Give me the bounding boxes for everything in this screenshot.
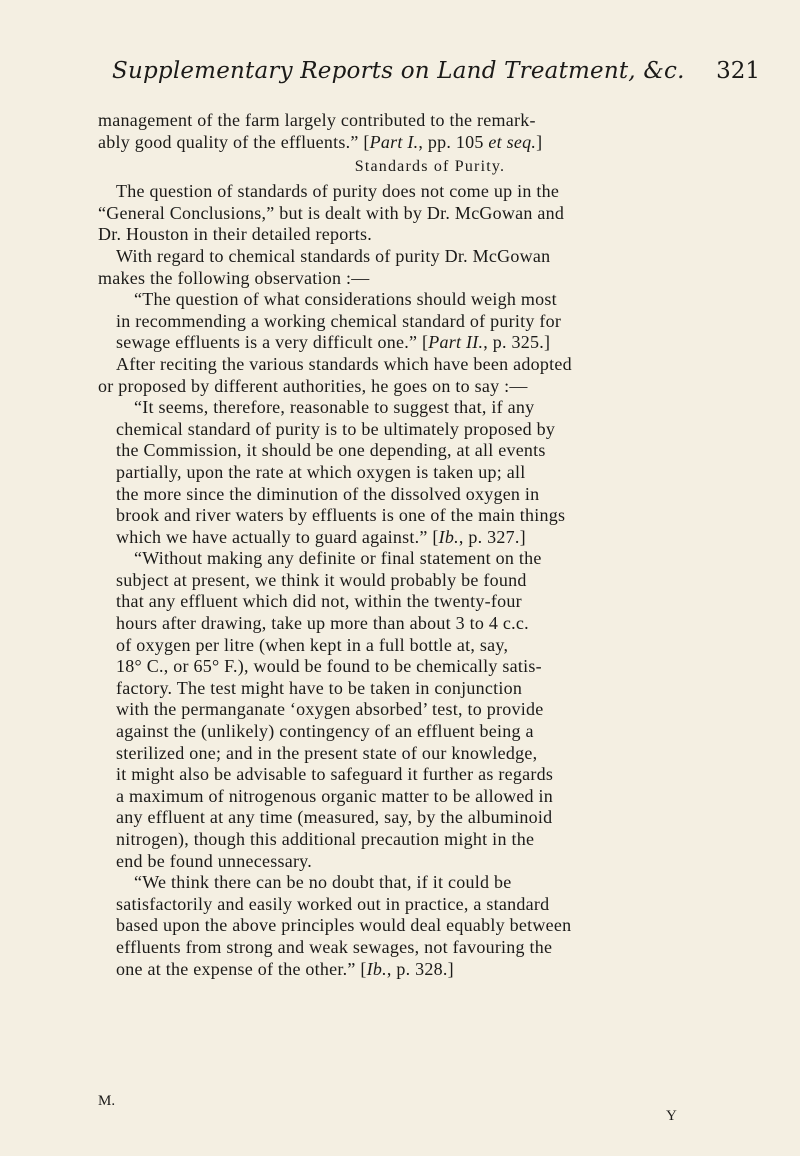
quote-line: with the permanganate ‘oxygen absorbed’ test, to provide xyxy=(116,699,544,720)
page-body xyxy=(98,110,762,980)
sheet-mark: Y xyxy=(666,1108,677,1124)
text-line: Dr. Houston in their detailed reports. xyxy=(98,224,372,245)
quote-line: 18° C., or 65° F.), would be found to be chemically satis- xyxy=(116,656,542,677)
quote-line: subject at present, we think it would probably be found xyxy=(116,569,527,590)
text-line: or proposed by different authorities, he goes on to say :— xyxy=(98,375,528,396)
quote-line: “Without making any definite or final statement on the xyxy=(134,548,542,569)
quote-line: “It seems, therefore, reasonable to suggest that, if any xyxy=(134,397,535,418)
quote-line: in recommending a working chemical standard of purity for xyxy=(116,310,562,331)
text-line: The question of standards of purity does not come up in the xyxy=(116,181,560,202)
text-line: “General Conclusions,” but is dealt with by Dr. McGowan and xyxy=(98,202,565,223)
quote-line: end be found unnecessary. xyxy=(116,850,313,871)
running-head: Supplementary Reports on Land Treatment, &c. xyxy=(112,58,685,84)
quote-line: chemical standard of purity is to be ultimately proposed by xyxy=(116,418,556,439)
printer-signature: M. xyxy=(98,1093,116,1109)
quote-line: sewage effluents is a very difficult one.” [Part II., p. 325.] xyxy=(116,332,551,353)
text-line: ably good quality of the effluents.” [Part I., pp. 105 et seq.] xyxy=(98,131,543,152)
quote-line: factory. The test might have to be taken in conjunction xyxy=(116,677,523,698)
quote-line: any effluent at any time (measured, say, by the albuminoid xyxy=(116,807,553,828)
text-line: With regard to chemical standards of purity Dr. McGowan xyxy=(116,245,551,266)
quote-line: “The question of what considerations should weigh most xyxy=(134,289,557,310)
page-header xyxy=(112,58,760,88)
quote-line: a maximum of nitrogenous organic matter to be allowed in xyxy=(116,785,554,806)
page-number: 321 xyxy=(716,58,760,84)
quote-line: effluents from strong and weak sewages, not favouring the xyxy=(116,936,553,957)
quote-line: nitrogen), though this additional precaution might in the xyxy=(116,829,535,849)
quote-line: based upon the above principles would deal equably between xyxy=(116,915,572,936)
section-heading: Standards of Purity. xyxy=(354,158,506,176)
quote-line: of oxygen per litre (when kept in a full bottle at, say, xyxy=(116,634,509,655)
quote-line: “We think there can be no doubt that, if it could be xyxy=(134,872,512,893)
quote-line: satisfactorily and easily worked out in practice, a standard xyxy=(116,893,550,914)
quote-line: which we have actually to guard against.” [Ib., p. 327.] xyxy=(116,526,526,547)
quote-line: the more since the diminution of the dissolved oxygen in xyxy=(116,483,540,504)
quote-line: brook and river waters by effluents is one of the main things xyxy=(116,505,566,526)
text-line: makes the following observation :— xyxy=(98,267,370,288)
text-line: After reciting the various standards which have been adopted xyxy=(116,353,572,374)
quote-line: one at the expense of the other.” [Ib., p. 328.] xyxy=(116,958,454,979)
quote-line: that any effluent which did not, within the twenty-four xyxy=(116,591,522,612)
quote-line: hours after drawing, take up more than about 3 to 4 c.c. xyxy=(116,613,529,634)
text-line: management of the farm largely contributed to the remark- xyxy=(98,110,536,130)
quote-line: against the (unlikely) contingency of an effluent being a xyxy=(116,721,534,742)
quote-line: the Commission, it should be one depending, at all events xyxy=(116,440,546,461)
quote-line: it might also be advisable to safeguard it further as regards xyxy=(116,764,554,785)
quote-line: sterilized one; and in the present state of our knowledge, xyxy=(116,742,538,763)
quote-line: partially, upon the rate at which oxygen is taken up; all xyxy=(116,461,526,482)
